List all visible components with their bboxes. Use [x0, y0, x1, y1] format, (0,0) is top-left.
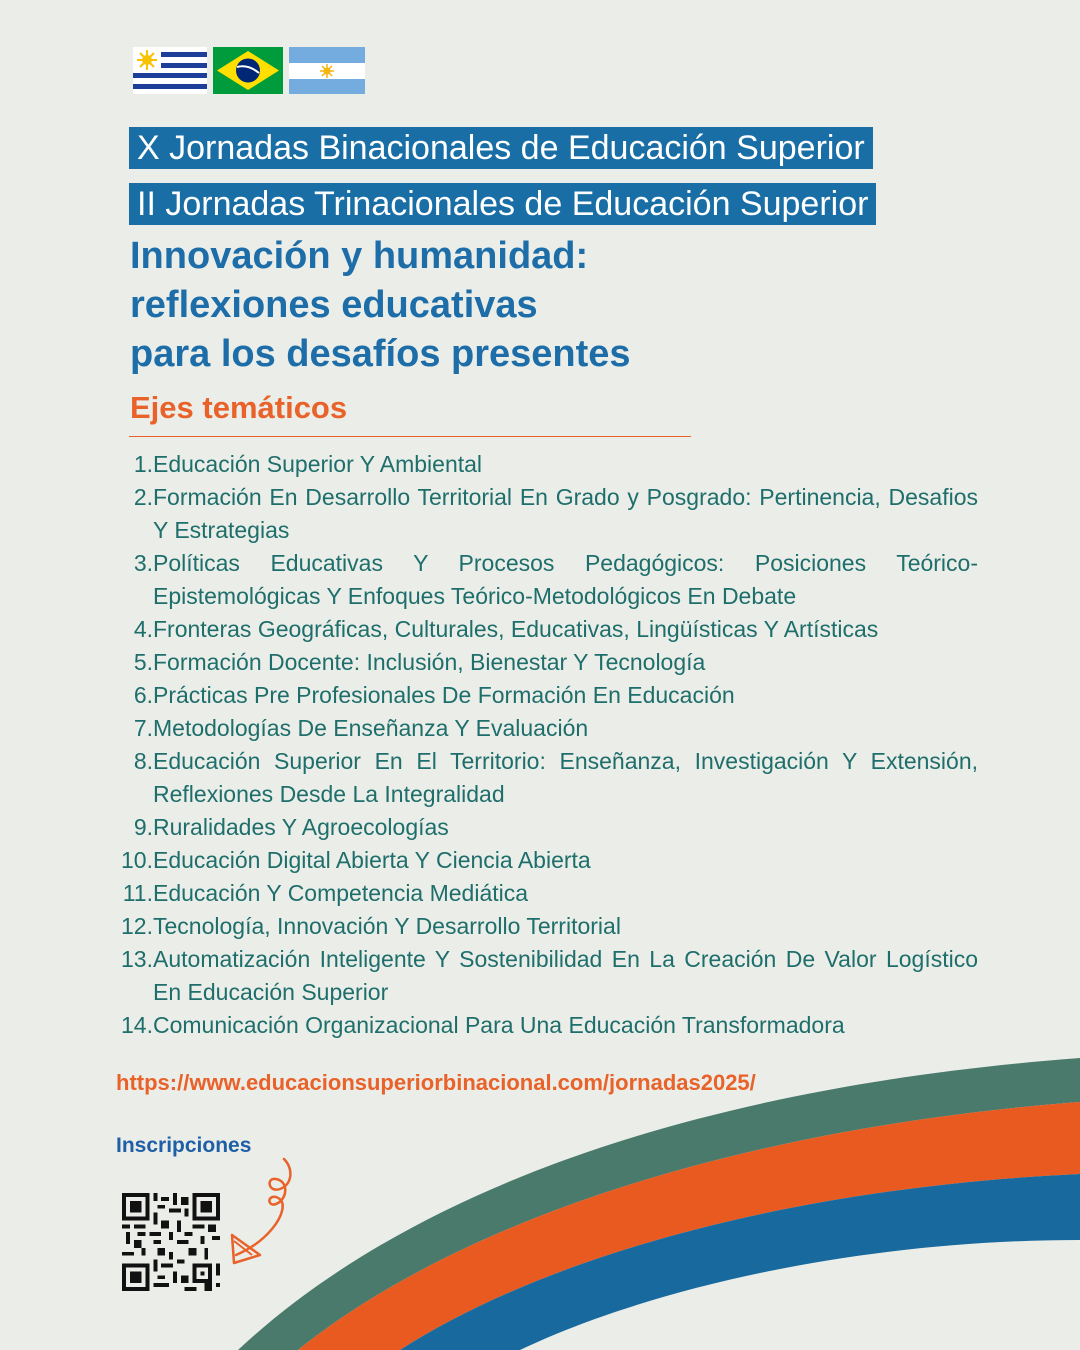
list-item: [116, 877, 978, 910]
list-item-number: 2.: [133, 484, 153, 510]
list-item-text: Comunicación Organizacional Para Una Educación Transformadora: [153, 1012, 845, 1038]
list-item: [116, 481, 978, 547]
headline-line: Innovación y humanidad:: [130, 235, 589, 277]
list-item-number: 6.: [133, 682, 153, 708]
list-item-number: 12.: [121, 913, 153, 939]
list-item: [116, 943, 978, 1009]
flags-row: [133, 47, 365, 94]
list-item: [116, 844, 978, 877]
sun-of-may-icon: [320, 64, 334, 78]
list-item-number: 9.: [133, 814, 153, 840]
list-item-text: Formación Docente: Inclusión, Bienestar Y Tecnología: [153, 649, 706, 675]
list-item-number: 3.: [133, 550, 153, 576]
list-item: [116, 646, 978, 679]
list-item: [116, 745, 978, 811]
list-item-number: 7.: [133, 715, 153, 741]
list-item-text: Educación Digital Abierta Y Ciencia Abierta: [153, 847, 591, 873]
website-link[interactable]: https://www.educacionsuperiorbinacional.com/jornadas2025/: [116, 1070, 756, 1095]
list-item-text: Automatización Inteligente Y Sostenibilidad En La Creación De Valor Logístico En Educación Superior: [153, 946, 978, 1005]
list-item-text: Prácticas Pre Profesionales De Formación En Educación: [153, 682, 735, 708]
sun-icon: [136, 49, 158, 71]
list-item-text: Formación En Desarrollo Territorial En Grado y Posgrado: Pertinencia, Desafios Y Estrategias: [153, 484, 978, 543]
list-item-number: 14.: [121, 1012, 153, 1038]
topics-list: [116, 448, 978, 1042]
list-item-number: 11.: [122, 880, 153, 906]
list-item-number: 4.: [133, 616, 153, 642]
list-item: [116, 547, 978, 613]
list-item-number: 10.: [121, 847, 153, 873]
section-divider: [129, 436, 691, 437]
list-item-text: Políticas Educativas Y Procesos Pedagógicos: Posiciones Teórico-Epistemológicas Y Enfoques Teórico-Metodológicos En Debate: [153, 550, 978, 609]
brazil-flag: [213, 47, 283, 94]
headline-line: reflexiones educativas: [130, 284, 538, 326]
list-item-number: 13.: [121, 946, 153, 972]
event-title-banner: X Jornadas Binacionales de Educación Superior: [129, 127, 873, 169]
inscripciones-label: Inscripciones: [116, 1134, 252, 1157]
list-item-text: Fronteras Geográficas, Culturales, Educativas, Lingüísticas Y Artísticas: [153, 616, 879, 642]
list-item: [116, 613, 978, 646]
uruguay-flag: [133, 47, 207, 94]
list-item-text: Educación Y Competencia Mediática: [153, 880, 529, 906]
list-item-number: 8.: [133, 748, 153, 774]
list-item: [116, 712, 978, 745]
list-item-text: Educación Superior En El Territorio: Enseñanza, Investigación Y Extensión, Reflexiones Desde La Integralidad: [153, 748, 978, 807]
list-item: [116, 448, 978, 481]
headline: [130, 232, 631, 379]
section-title: Ejes temáticos: [130, 390, 348, 425]
argentina-flag: [289, 47, 365, 94]
hand-drawn-arrow-icon: [222, 1155, 302, 1273]
headline-line: para los desafíos presentes: [130, 333, 631, 375]
list-item-text: Tecnología, Innovación Y Desarrollo Territorial: [153, 913, 621, 939]
list-item: [116, 1009, 978, 1042]
list-item: [116, 811, 978, 844]
event-subtitle-banner: II Jornadas Trinacionales de Educación Superior: [129, 183, 876, 225]
list-item-text: Educación Superior Y Ambiental: [153, 451, 483, 477]
list-item-number: 5.: [133, 649, 153, 675]
list-item-text: Metodologías De Enseñanza Y Evaluación: [153, 715, 589, 741]
qr-code-icon[interactable]: [121, 1193, 221, 1291]
list-item-number: 1.: [133, 451, 153, 477]
list-item: [116, 679, 978, 712]
list-item: [116, 910, 978, 943]
list-item-text: Ruralidades Y Agroecologías: [153, 814, 449, 840]
